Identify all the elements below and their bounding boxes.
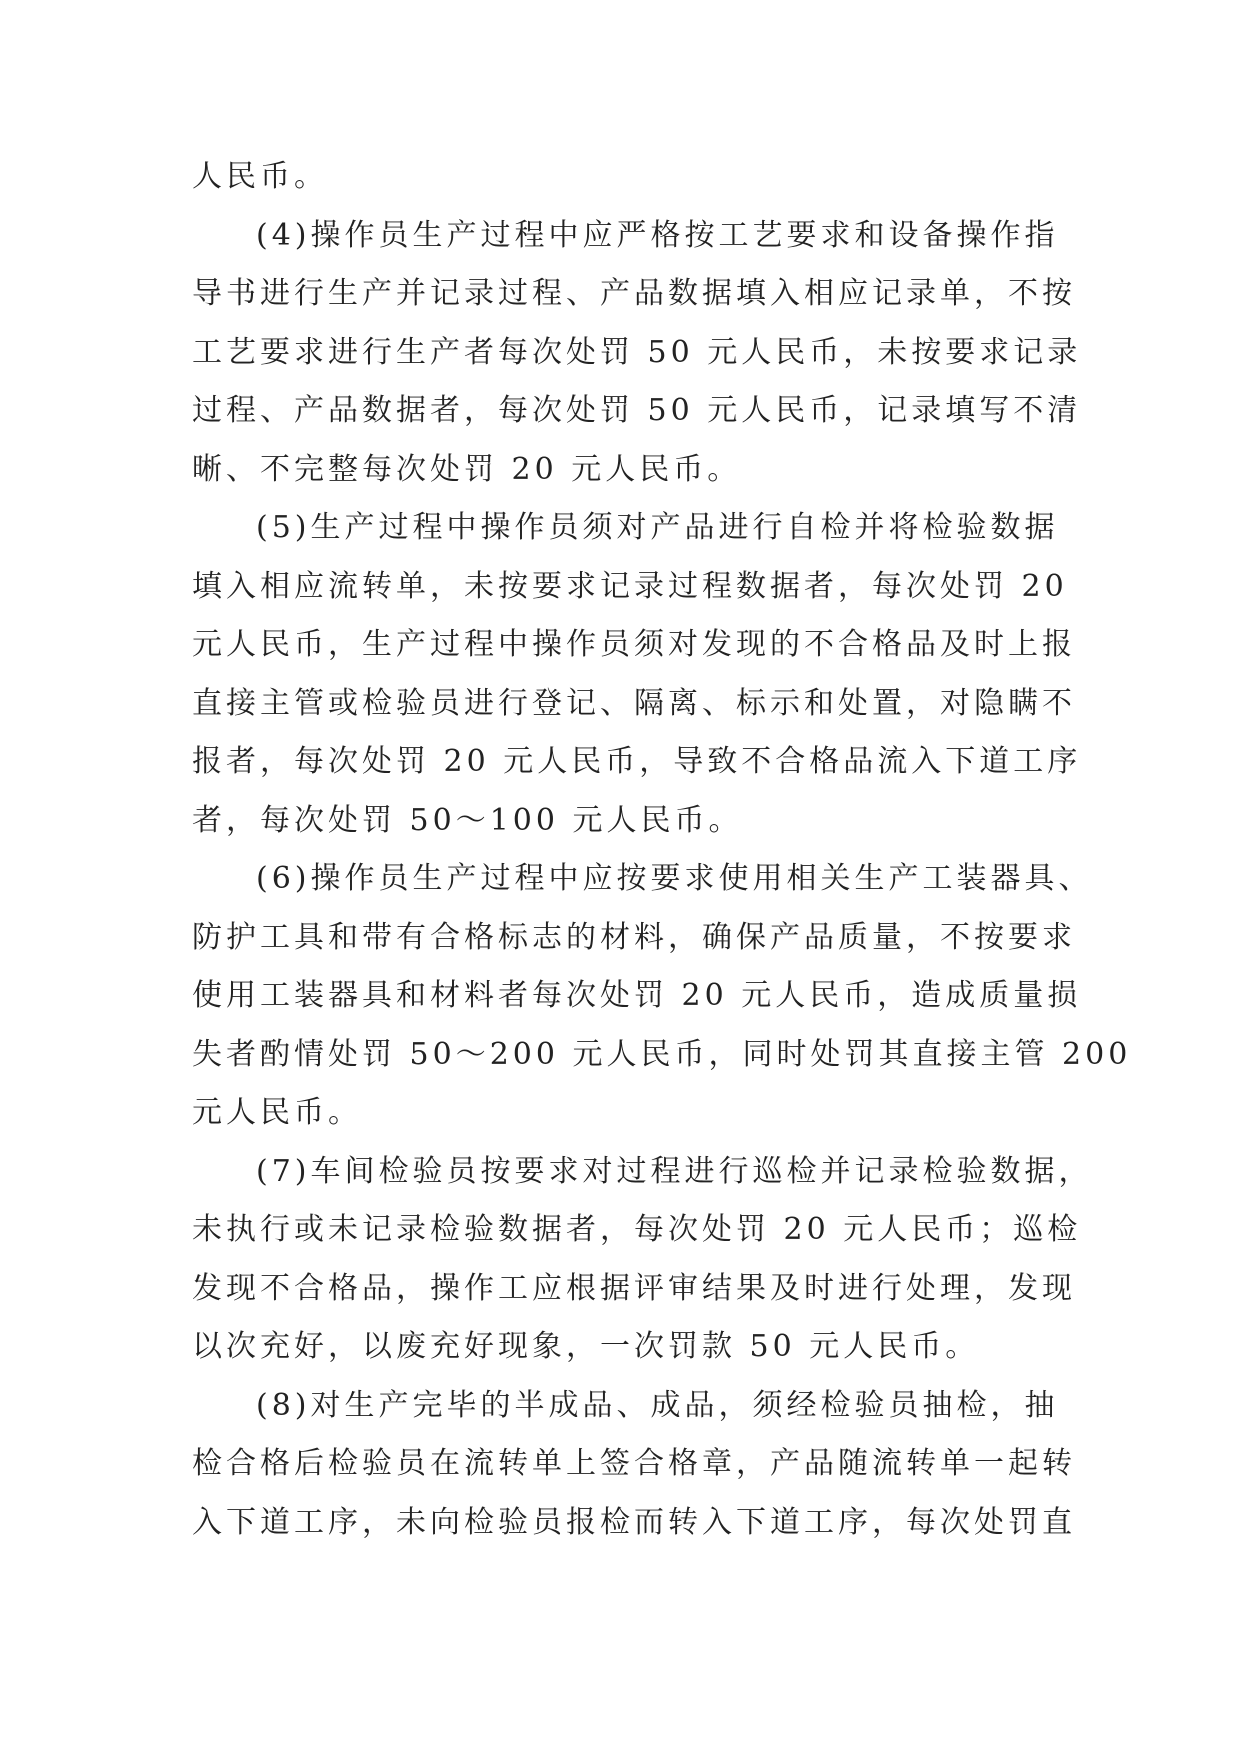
document-body bbox=[192, 148, 1132, 1552]
text-line: 未执行或未记录检验数据者，每次处罚 20 元人民币；巡检 bbox=[192, 1212, 1082, 1247]
text-line: 防护工具和带有合格标志的材料，确保产品质量，不按要求 bbox=[192, 919, 1076, 955]
text-line: 报者，每次处罚 20 元人民币，导致不合格品流入下道工序 bbox=[192, 744, 1082, 779]
text-line: 发现不合格品，操作工应根据评审结果及时进行处理，发现 bbox=[192, 1270, 1076, 1306]
paragraph-7-start: (7)车间检验员按要求对过程进行巡检并记录检验数据， bbox=[256, 1153, 1093, 1189]
paragraph-4-start: (4)操作员生产过程中应严格按工艺要求和设备操作指 bbox=[256, 217, 1059, 253]
text-line: 工艺要求进行生产者每次处罚 50 元人民币，未按要求记录 bbox=[192, 334, 1082, 370]
text-line: 人民币。 bbox=[192, 159, 328, 194]
text-line: 直接主管或检验员进行登记、隔离、标示和处置，对隐瞒不 bbox=[192, 685, 1076, 721]
text-line: 元人民币。 bbox=[192, 1095, 362, 1130]
text-line: 过程、产品数据者，每次处罚 50 元人民币，记录填写不清 bbox=[192, 393, 1082, 428]
text-line: 以次充好，以废充好现象，一次罚款 50 元人民币。 bbox=[192, 1329, 980, 1364]
text-line: 入下道工序，未向检验员报检而转入下道工序，每次处罚直 bbox=[192, 1504, 1076, 1540]
paragraph-5-start: (5)生产过程中操作员须对产品进行自检并将检验数据 bbox=[256, 510, 1059, 545]
paragraph-6-start: (6)操作员生产过程中应按要求使用相关生产工装器具、 bbox=[256, 861, 1093, 896]
text-line: 元人民币，生产过程中操作员须对发现的不合格品及时上报 bbox=[192, 627, 1076, 662]
text-line: 失者酌情处罚 50～200 元人民币，同时处罚其直接主管 200 bbox=[192, 1036, 1132, 1072]
text-line: 使用工装器具和材料者每次处罚 20 元人民币，造成质量损 bbox=[192, 978, 1082, 1013]
text-line: 者，每次处罚 50～100 元人民币。 bbox=[192, 802, 743, 838]
text-line: 导书进行生产并记录过程、产品数据填入相应记录单，不按 bbox=[192, 276, 1076, 311]
text-line: 晰、不完整每次处罚 20 元人民币。 bbox=[192, 451, 742, 487]
text-line: 填入相应流转单，未按要求记录过程数据者，每次处罚 20 bbox=[192, 568, 1068, 604]
paragraph-8-start: (8)对生产完毕的半成品、成品，须经检验员抽检，抽 bbox=[256, 1387, 1059, 1423]
text-line: 检合格后检验员在流转单上签合格章，产品随流转单一起转 bbox=[192, 1446, 1076, 1481]
